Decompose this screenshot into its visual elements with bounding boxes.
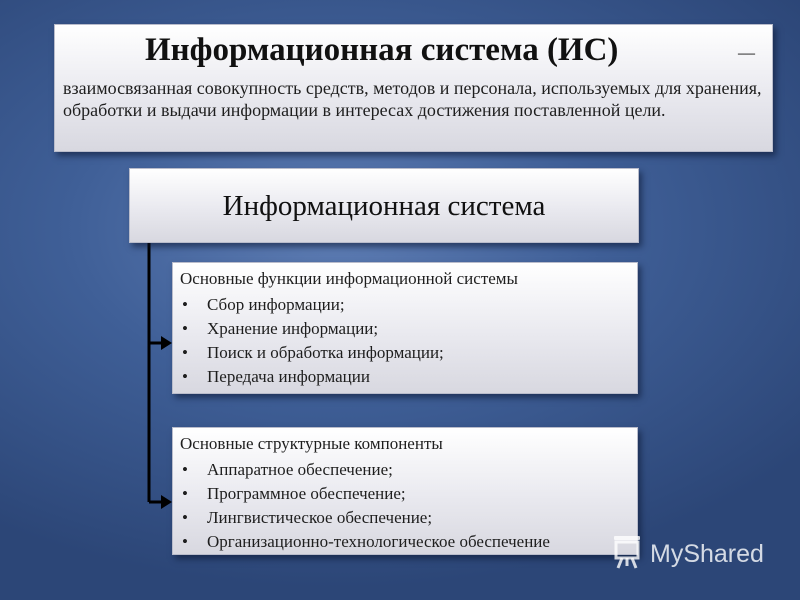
watermark — [610, 534, 764, 574]
definition-term: Информационная система (ИС) — [145, 32, 619, 68]
diagram-title: Информационная система — [222, 190, 546, 222]
list-item-text: Организационно-технологическое обеспечение — [207, 532, 550, 551]
components-box — [172, 427, 638, 555]
watermark-text: MyShared — [650, 539, 764, 568]
list-item — [180, 530, 550, 554]
list-item-text: Аппаратное обеспечение; — [207, 460, 393, 479]
list-item — [180, 293, 444, 317]
list-item — [180, 482, 550, 506]
bullet: • — [182, 367, 188, 386]
presentation-board-icon — [610, 534, 644, 575]
definition-dash: — — [738, 43, 755, 62]
list-item-text: Лингвистическое обеспечение; — [207, 508, 433, 527]
functions-list — [180, 293, 444, 389]
list-item — [180, 365, 444, 389]
list-item-text: Поиск и обработка информации; — [207, 343, 444, 362]
arrowhead-components — [161, 495, 172, 509]
arrowhead-functions — [161, 336, 172, 350]
list-item-text: Сбор информации; — [207, 295, 345, 314]
list-item — [180, 341, 444, 365]
bullet: • — [182, 460, 188, 479]
bullet: • — [182, 295, 188, 314]
list-item — [180, 458, 550, 482]
components-list — [180, 458, 550, 554]
list-item-text: Хранение информации; — [207, 319, 379, 338]
functions-box — [172, 262, 638, 394]
list-item-text: Передача информации — [207, 367, 370, 386]
bullet: • — [182, 343, 188, 362]
bullet: • — [182, 484, 188, 503]
list-item — [180, 317, 444, 341]
list-item — [180, 506, 550, 530]
list-item-text: Программное обеспечение; — [207, 484, 406, 503]
components-heading: Основные структурные компоненты — [180, 434, 443, 453]
definition-text: взаимосвязанная совокупность средств, методов и персонала, используемых для хранения, обработки и выдачи информации в интересах достижения поставленной цели. — [63, 78, 762, 120]
bullet: • — [182, 508, 188, 527]
diagram-title-box — [129, 168, 639, 243]
definition-box — [54, 24, 773, 152]
functions-heading: Основные функции информационной системы — [180, 269, 518, 288]
bullet: • — [182, 532, 188, 551]
bullet: • — [182, 319, 188, 338]
